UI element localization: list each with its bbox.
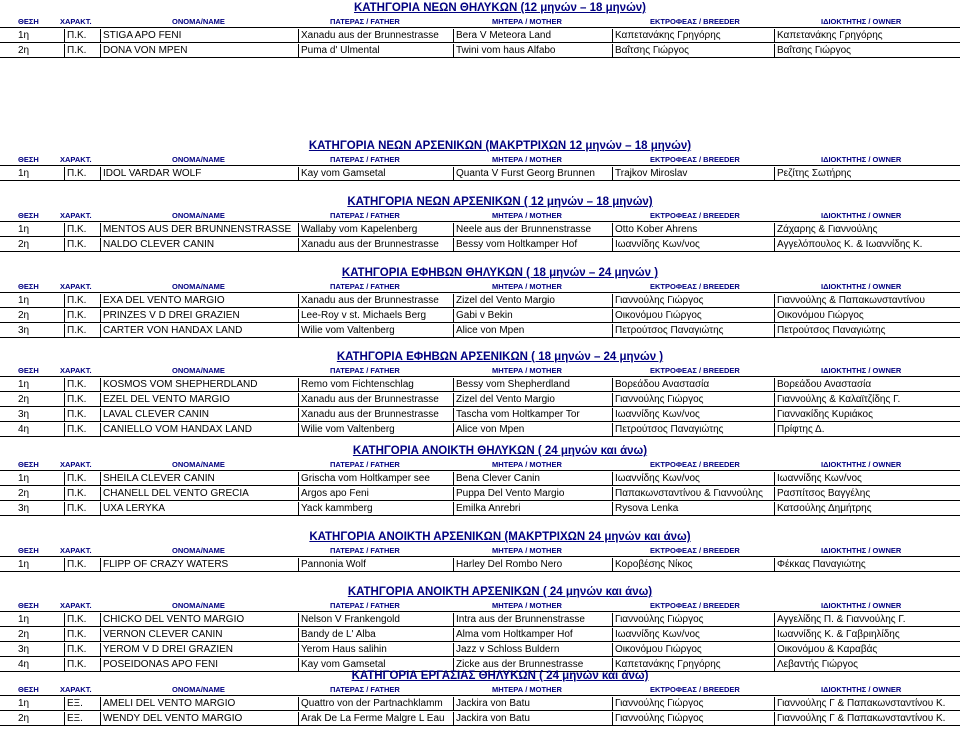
cell-father: Bandy de L' Alba: [298, 628, 453, 641]
cell-breeder: Βορεάδου Αναστασία: [612, 378, 774, 391]
column-name-header: ΟΝΟΜΑ/NAME: [172, 155, 225, 164]
column-position-header: ΘΕΣΗ: [18, 460, 39, 469]
cell-father: Pannonia Wolf: [298, 558, 453, 571]
column-character-header: ΧΑΡΑΚΤ.: [60, 601, 92, 610]
category-section: [0, 584, 960, 672]
cell-father: Wallaby vom Kapelenberg: [298, 223, 453, 236]
cell-dog-name: EXA DEL VENTO MARGIO: [100, 294, 298, 307]
cell-father: Lee-Roy v st. Michaels Berg: [298, 309, 453, 322]
column-father-header: ΠΑΤΕΡΑΣ / FATHER: [330, 366, 400, 375]
column-owner-header: ΙΔΙΟΚΤΗΤΗΣ / OWNER: [821, 155, 902, 164]
cell-character: Π.Κ.: [64, 628, 100, 641]
cell-owner: Γιαννούλης & Καλαϊτζίδης Γ.: [774, 393, 960, 406]
column-owner-header: ΙΔΙΟΚΤΗΤΗΣ / OWNER: [821, 17, 902, 26]
cell-mother: Intra aus der Brunnenstrasse: [453, 613, 612, 626]
cell-mother: Jackira von Batu: [453, 697, 612, 710]
cell-character: Π.Κ.: [64, 378, 100, 391]
cell-position: 1η: [18, 224, 30, 235]
cell-owner: Βορεάδου Αναστασία: [774, 378, 960, 391]
column-owner-header: ΙΔΙΟΚΤΗΤΗΣ / OWNER: [821, 460, 902, 469]
table-row: [0, 626, 960, 641]
column-position-header: ΘΕΣΗ: [18, 17, 39, 26]
cell-owner: Κατσούλης Δημήτρης: [774, 502, 960, 515]
column-character-header: ΧΑΡΑΚΤ.: [60, 211, 92, 220]
cell-dog-name: CANIELLO VOM HANDAX LAND: [100, 423, 298, 436]
column-name-header: ΟΝΟΜΑ/NAME: [172, 546, 225, 555]
column-owner-header: ΙΔΙΟΚΤΗΤΗΣ / OWNER: [821, 282, 902, 291]
column-name-header: ΟΝΟΜΑ/NAME: [172, 282, 225, 291]
cell-mother: Gabi v Bekin: [453, 309, 612, 322]
cell-owner: Γιαννακίδης Κυριάκος: [774, 408, 960, 421]
column-father-header: ΠΑΤΕΡΑΣ / FATHER: [330, 460, 400, 469]
cell-breeder: Ιωαννίδης Κων/νος: [612, 238, 774, 251]
table-row: [0, 27, 960, 42]
cell-character: Π.Κ.: [64, 309, 100, 322]
cell-father: Xanadu aus der Brunnestrasse: [298, 238, 453, 251]
column-breeder-header: ΕΚΤΡΟΦΕΑΣ / BREEDER: [650, 601, 740, 610]
cell-character: Π.Κ.: [64, 238, 100, 251]
column-mother-header: ΜΗΤΕΡΑ / MOTHER: [492, 366, 562, 375]
cell-dog-name: EZEL DEL VENTO MARGIO: [100, 393, 298, 406]
cell-mother: Bena Clever Canin: [453, 472, 612, 485]
cell-character: Π.Κ.: [64, 393, 100, 406]
cell-father: Wilie vom Valtenberg: [298, 324, 453, 337]
cell-dog-name: AMELI DEL VENTO MARGIO: [100, 697, 298, 710]
table-header: [0, 154, 960, 165]
cell-breeder: Παπακωνσταντίνου & Γιαννούλης: [612, 487, 774, 500]
cell-mother: Harley Del Rombo Nero: [453, 558, 612, 571]
cell-father: Yerom Haus salihin: [298, 643, 453, 656]
cell-breeder: Βαΐτσης Γιώργος: [612, 44, 774, 57]
column-character-header: ΧΑΡΑΚΤ.: [60, 282, 92, 291]
cell-breeder: Κοροβέσης Νίκος: [612, 558, 774, 571]
cell-position: 3η: [18, 325, 30, 336]
cell-mother: Bessy vom Holtkamper Hof: [453, 238, 612, 251]
cell-dog-name: LAVAL CLEVER CANIN: [100, 408, 298, 421]
column-mother-header: ΜΗΤΕΡΑ / MOTHER: [492, 460, 562, 469]
cell-father: Yack kammberg: [298, 502, 453, 515]
column-name-header: ΟΝΟΜΑ/NAME: [172, 685, 225, 694]
cell-position: 1η: [18, 379, 30, 390]
table-row: [0, 695, 960, 710]
cell-dog-name: NALDO CLEVER CANIN: [100, 238, 298, 251]
cell-mother: Bera V Meteora Land: [453, 29, 612, 42]
cell-breeder: Γιαννούλης Γιώργος: [612, 393, 774, 406]
column-father-header: ΠΑΤΕΡΑΣ / FATHER: [330, 546, 400, 555]
cell-character: Π.Κ.: [64, 29, 100, 42]
category-title: ΚΑΤΗΓΟΡΙΑ ΝΕΩΝ ΑΡΣΕΝΙΚΩΝ ( 12 μηνών – 18 μηνών): [347, 196, 653, 208]
column-owner-header: ΙΔΙΟΚΤΗΤΗΣ / OWNER: [821, 546, 902, 555]
cell-father: Wilie vom Valtenberg: [298, 423, 453, 436]
cell-dog-name: CHICKO DEL VENTO MARGIO: [100, 613, 298, 626]
cell-position: 1η: [18, 168, 30, 179]
cell-mother: Quanta V Furst Georg Brunnen: [453, 167, 612, 180]
cell-breeder: Trajkov Miroslav: [612, 167, 774, 180]
column-mother-header: ΜΗΤΕΡΑ / MOTHER: [492, 546, 562, 555]
cell-breeder: Οικονόμου Γιώργος: [612, 643, 774, 656]
table-row: [0, 292, 960, 307]
column-position-header: ΘΕΣΗ: [18, 546, 39, 555]
column-mother-header: ΜΗΤΕΡΑ / MOTHER: [492, 211, 562, 220]
cell-character: ΕΞ.: [64, 712, 100, 725]
column-mother-header: ΜΗΤΕΡΑ / MOTHER: [492, 601, 562, 610]
table-row: [0, 611, 960, 626]
cell-mother: Puppa Del Vento Margio: [453, 487, 612, 500]
cell-mother: Alma vom Holtkamper Hof: [453, 628, 612, 641]
cell-character: Π.Κ.: [64, 613, 100, 626]
table-row: [0, 307, 960, 322]
column-breeder-header: ΕΚΤΡΟΦΕΑΣ / BREEDER: [650, 17, 740, 26]
cell-character: Π.Κ.: [64, 44, 100, 57]
category-section: [0, 529, 960, 572]
cell-owner: Πετρούτσος Παναγιώτης: [774, 324, 960, 337]
column-character-header: ΧΑΡΑΚΤ.: [60, 546, 92, 555]
cell-dog-name: VERNON CLEVER CANIN: [100, 628, 298, 641]
cell-breeder: Γιαννούλης Γιώργος: [612, 294, 774, 307]
table-row: [0, 470, 960, 485]
cell-dog-name: SHEILA CLEVER CANIN: [100, 472, 298, 485]
cell-position: 2η: [18, 488, 30, 499]
cell-breeder: Ιωαννίδης Κων/νος: [612, 472, 774, 485]
column-position-header: ΘΕΣΗ: [18, 366, 39, 375]
column-character-header: ΧΑΡΑΚΤ.: [60, 685, 92, 694]
table-header: [0, 210, 960, 221]
column-father-header: ΠΑΤΕΡΑΣ / FATHER: [330, 17, 400, 26]
column-breeder-header: ΕΚΤΡΟΦΕΑΣ / BREEDER: [650, 282, 740, 291]
cell-breeder: Γιαννούλης Γιώργος: [612, 697, 774, 710]
column-position-header: ΘΕΣΗ: [18, 211, 39, 220]
cell-owner: Ρασπίτσος Βαγγέλης: [774, 487, 960, 500]
category-section: [0, 668, 960, 726]
category-title: ΚΑΤΗΓΟΡΙΑ ΕΡΓΑΣΙΑΣ ΘΗΛΥΚΩΝ ( 24 μηνών και άνω): [351, 670, 649, 682]
table-row: [0, 710, 960, 726]
column-character-header: ΧΑΡΑΚΤ.: [60, 155, 92, 164]
table-row: [0, 421, 960, 437]
cell-dog-name: STIGA APO FENI: [100, 29, 298, 42]
cell-father: Arak De La Ferme Malgre L Eau: [298, 712, 453, 725]
cell-character: Π.Κ.: [64, 294, 100, 307]
column-mother-header: ΜΗΤΕΡΑ / MOTHER: [492, 17, 562, 26]
cell-position: 3η: [18, 503, 30, 514]
cell-position: 1η: [18, 559, 30, 570]
cell-owner: Αγγελόπουλος Κ. & Ιωαννίδης Κ.: [774, 238, 960, 251]
cell-mother: Bessy vom Shepherdland: [453, 378, 612, 391]
cell-position: 1η: [18, 30, 30, 41]
cell-character: Π.Κ.: [64, 324, 100, 337]
cell-position: 3η: [18, 644, 30, 655]
cell-breeder: Γιαννούλης Γιώργος: [612, 712, 774, 725]
cell-father: Argos apo Feni: [298, 487, 453, 500]
column-position-header: ΘΕΣΗ: [18, 685, 39, 694]
cell-dog-name: UXA LERYKA: [100, 502, 298, 515]
cell-owner: Βαΐτσης Γιώργος: [774, 44, 960, 57]
cell-position: 2η: [18, 713, 30, 724]
cell-character: Π.Κ.: [64, 423, 100, 436]
column-owner-header: ΙΔΙΟΚΤΗΤΗΣ / OWNER: [821, 366, 902, 375]
cell-breeder: Rysova Lenka: [612, 502, 774, 515]
cell-dog-name: PRINZES V D DREI GRAZIEN: [100, 309, 298, 322]
table-row: [0, 376, 960, 391]
cell-breeder: Καπετανάκης Γρηγόρης: [612, 658, 774, 671]
column-father-header: ΠΑΤΕΡΑΣ / FATHER: [330, 155, 400, 164]
cell-father: Remo vom Fichtenschlag: [298, 378, 453, 391]
cell-character: Π.Κ.: [64, 487, 100, 500]
category-title: ΚΑΤΗΓΟΡΙΑ ΑΝΟΙΚΤΗ ΘΗΛΥΚΩΝ ( 24 μηνών και άνω): [352, 445, 648, 457]
cell-breeder: Ιωαννίδης Κων/νος: [612, 408, 774, 421]
cell-owner: Πρίφτης Δ.: [774, 423, 960, 436]
column-owner-header: ΙΔΙΟΚΤΗΤΗΣ / OWNER: [821, 601, 902, 610]
cell-mother: Alice von Mpen: [453, 324, 612, 337]
column-name-header: ΟΝΟΜΑ/NAME: [172, 17, 225, 26]
cell-father: Xanadu aus der Brunnestrasse: [298, 29, 453, 42]
cell-character: Π.Κ.: [64, 643, 100, 656]
table-header: [0, 545, 960, 556]
column-breeder-header: ΕΚΤΡΟΦΕΑΣ / BREEDER: [650, 546, 740, 555]
cell-dog-name: MENTOS AUS DER BRUNNENSTRASSE: [100, 223, 298, 236]
table-row: [0, 641, 960, 656]
column-mother-header: ΜΗΤΕΡΑ / MOTHER: [492, 282, 562, 291]
cell-breeder: Οικονόμου Γιώργος: [612, 309, 774, 322]
cell-breeder: Πετρούτσος Παναγιώτης: [612, 324, 774, 337]
category-section: [0, 349, 960, 437]
table-header: [0, 16, 960, 27]
cell-position: 2η: [18, 310, 30, 321]
column-father-header: ΠΑΤΕΡΑΣ / FATHER: [330, 601, 400, 610]
cell-owner: Οικονόμου Γιώργος: [774, 309, 960, 322]
cell-father: Xanadu aus der Brunnestrasse: [298, 294, 453, 307]
cell-owner: Γιαννούλης Γ & Παπακωνσταντίνου Κ.: [774, 712, 960, 725]
cell-father: Xanadu aus der Brunnestrasse: [298, 408, 453, 421]
cell-father: Grischa vom Holtkamper see: [298, 472, 453, 485]
cell-position: 4η: [18, 424, 30, 435]
cell-mother: Zizel del Vento Margio: [453, 393, 612, 406]
category-section: [0, 443, 960, 516]
cell-breeder: Otto Kober Ahrens: [612, 223, 774, 236]
table-row: [0, 221, 960, 236]
cell-dog-name: CARTER VON HANDAX LAND: [100, 324, 298, 337]
cell-position: 1η: [18, 698, 30, 709]
cell-owner: Ιωαννίδης Κων/νος: [774, 472, 960, 485]
column-name-header: ΟΝΟΜΑ/NAME: [172, 460, 225, 469]
column-father-header: ΠΑΤΕΡΑΣ / FATHER: [330, 282, 400, 291]
cell-character: Π.Κ.: [64, 558, 100, 571]
column-character-header: ΧΑΡΑΚΤ.: [60, 17, 92, 26]
table-header: [0, 684, 960, 695]
column-name-header: ΟΝΟΜΑ/NAME: [172, 211, 225, 220]
cell-position: 2η: [18, 629, 30, 640]
cell-position: 2η: [18, 45, 30, 56]
cell-owner: Λεβαντής Γιώργος: [774, 658, 960, 671]
table-row: [0, 42, 960, 58]
table-header: [0, 281, 960, 292]
category-section: [0, 138, 960, 181]
table-row: [0, 485, 960, 500]
cell-position: 3η: [18, 409, 30, 420]
table-header: [0, 459, 960, 470]
cell-dog-name: FLIPP OF CRAZY WATERS: [100, 558, 298, 571]
cell-owner: Ζάχαρης & Γιαννούλης: [774, 223, 960, 236]
cell-position: 2η: [18, 239, 30, 250]
table-row: [0, 322, 960, 338]
column-character-header: ΧΑΡΑΚΤ.: [60, 366, 92, 375]
cell-dog-name: KOSMOS VOM SHEPHERDLAND: [100, 378, 298, 391]
cell-dog-name: CHANELL DEL VENTO GRECIA: [100, 487, 298, 500]
column-owner-header: ΙΔΙΟΚΤΗΤΗΣ / OWNER: [821, 211, 902, 220]
column-owner-header: ΙΔΙΟΚΤΗΤΗΣ / OWNER: [821, 685, 902, 694]
cell-breeder: Γιαννούλης Γιώργος: [612, 613, 774, 626]
column-father-header: ΠΑΤΕΡΑΣ / FATHER: [330, 685, 400, 694]
cell-mother: Neele aus der Brunnenstrasse: [453, 223, 612, 236]
column-name-header: ΟΝΟΜΑ/NAME: [172, 601, 225, 610]
column-position-header: ΘΕΣΗ: [18, 601, 39, 610]
category-section: [0, 0, 960, 58]
cell-mother: Twini vom haus Alfabo: [453, 44, 612, 57]
category-title: ΚΑΤΗΓΟΡΙΑ ΕΦΗΒΩΝ ΑΡΣΕΝΙΚΩΝ ( 18 μηνών – 24 μηνών ): [336, 351, 664, 363]
cell-character: Π.Κ.: [64, 408, 100, 421]
column-breeder-header: ΕΚΤΡΟΦΕΑΣ / BREEDER: [650, 460, 740, 469]
cell-position: 1η: [18, 614, 30, 625]
cell-owner: Γιαννούλης & Παπακωνσταντίνου: [774, 294, 960, 307]
cell-mother: Jackira von Batu: [453, 712, 612, 725]
column-mother-header: ΜΗΤΕΡΑ / MOTHER: [492, 155, 562, 164]
cell-character: Π.Κ.: [64, 658, 100, 671]
cell-owner: Οικονόμου & Καραβάς: [774, 643, 960, 656]
table-row: [0, 391, 960, 406]
table-header: [0, 365, 960, 376]
cell-mother: Zizel del Vento Margio: [453, 294, 612, 307]
column-father-header: ΠΑΤΕΡΑΣ / FATHER: [330, 211, 400, 220]
column-name-header: ΟΝΟΜΑ/NAME: [172, 366, 225, 375]
category-title: ΚΑΤΗΓΟΡΙΑ ΑΝΟΙΚΤΗ ΑΡΣΕΝΙΚΩΝ ( 24 μηνών και άνω): [347, 586, 653, 598]
cell-mother: Jazz v Schloss Buldern: [453, 643, 612, 656]
category-title: ΚΑΤΗΓΟΡΙΑ ΝΕΩΝ ΑΡΣΕΝΙΚΩΝ (ΜΑΚΡΤΡΙΧΩΝ 12 μηνών – 18 μηνών): [308, 140, 692, 152]
table-header: [0, 600, 960, 611]
table-row: [0, 165, 960, 181]
cell-mother: Zicke aus der Brunnestrasse: [453, 658, 612, 671]
cell-owner: Γιαννούλης Γ & Παπακωνσταντίνου Κ.: [774, 697, 960, 710]
column-breeder-header: ΕΚΤΡΟΦΕΑΣ / BREEDER: [650, 685, 740, 694]
column-breeder-header: ΕΚΤΡΟΦΕΑΣ / BREEDER: [650, 211, 740, 220]
column-position-header: ΘΕΣΗ: [18, 155, 39, 164]
cell-owner: Αγγελίδης Π. & Γιαννούλης Γ.: [774, 613, 960, 626]
cell-breeder: Καπετανάκης Γρηγόρης: [612, 29, 774, 42]
cell-owner: Καπετανάκης Γρηγόρης: [774, 29, 960, 42]
cell-father: Kay vom Gamsetal: [298, 658, 453, 671]
cell-father: Kay vom Gamsetal: [298, 167, 453, 180]
cell-character: Π.Κ.: [64, 167, 100, 180]
cell-character: Π.Κ.: [64, 472, 100, 485]
cell-dog-name: IDOL VARDAR WOLF: [100, 167, 298, 180]
cell-dog-name: DONA VON MPEN: [100, 44, 298, 57]
cell-father: Xanadu aus der Brunnestrasse: [298, 393, 453, 406]
cell-mother: Emilka Anrebri: [453, 502, 612, 515]
category-section: [0, 194, 960, 252]
cell-father: Puma d' Ulmental: [298, 44, 453, 57]
cell-owner: Φέκκας Παναγιώτης: [774, 558, 960, 571]
cell-father: Nelson V Frankengold: [298, 613, 453, 626]
cell-owner: Ιωαννίδης Κ. & Γαβριηλίδης: [774, 628, 960, 641]
cell-owner: Ρεζίτης Σωτήρης: [774, 167, 960, 180]
cell-dog-name: WENDY DEL VENTO MARGIO: [100, 712, 298, 725]
cell-breeder: Ιωαννίδης Κων/νος: [612, 628, 774, 641]
column-character-header: ΧΑΡΑΚΤ.: [60, 460, 92, 469]
column-position-header: ΘΕΣΗ: [18, 282, 39, 291]
cell-character: Π.Κ.: [64, 502, 100, 515]
cell-position: 4η: [18, 659, 30, 670]
cell-position: 1η: [18, 473, 30, 484]
table-row: [0, 406, 960, 421]
cell-mother: Tascha vom Holtkamper Tor: [453, 408, 612, 421]
table-row: [0, 236, 960, 252]
column-breeder-header: ΕΚΤΡΟΦΕΑΣ / BREEDER: [650, 366, 740, 375]
cell-dog-name: POSEIDONAS APO FENI: [100, 658, 298, 671]
cell-mother: Alice von Mpen: [453, 423, 612, 436]
category-title: ΚΑΤΗΓΟΡΙΑ ΝΕΩΝ ΘΗΛΥΚΩΝ (12 μηνών – 18 μηνών): [353, 2, 647, 14]
cell-position: 2η: [18, 394, 30, 405]
cell-position: 1η: [18, 295, 30, 306]
cell-dog-name: YEROM V D DREI GRAZIEN: [100, 643, 298, 656]
column-breeder-header: ΕΚΤΡΟΦΕΑΣ / BREEDER: [650, 155, 740, 164]
cell-breeder: Πετρούτσος Παναγιώτης: [612, 423, 774, 436]
column-mother-header: ΜΗΤΕΡΑ / MOTHER: [492, 685, 562, 694]
table-row: [0, 500, 960, 516]
cell-father: Quattro von der Partnachklamm: [298, 697, 453, 710]
cell-character: ΕΞ.: [64, 697, 100, 710]
category-section: [0, 265, 960, 338]
category-title: ΚΑΤΗΓΟΡΙΑ ΑΝΟΙΚΤΗ ΑΡΣΕΝΙΚΩΝ (ΜΑΚΡΤΡΙΧΩΝ 24 μηνών και άνω): [309, 531, 691, 543]
table-row: [0, 556, 960, 572]
cell-character: Π.Κ.: [64, 223, 100, 236]
category-title: ΚΑΤΗΓΟΡΙΑ ΕΦΗΒΩΝ ΘΗΛΥΚΩΝ ( 18 μηνών – 24 μηνών ): [341, 267, 659, 279]
